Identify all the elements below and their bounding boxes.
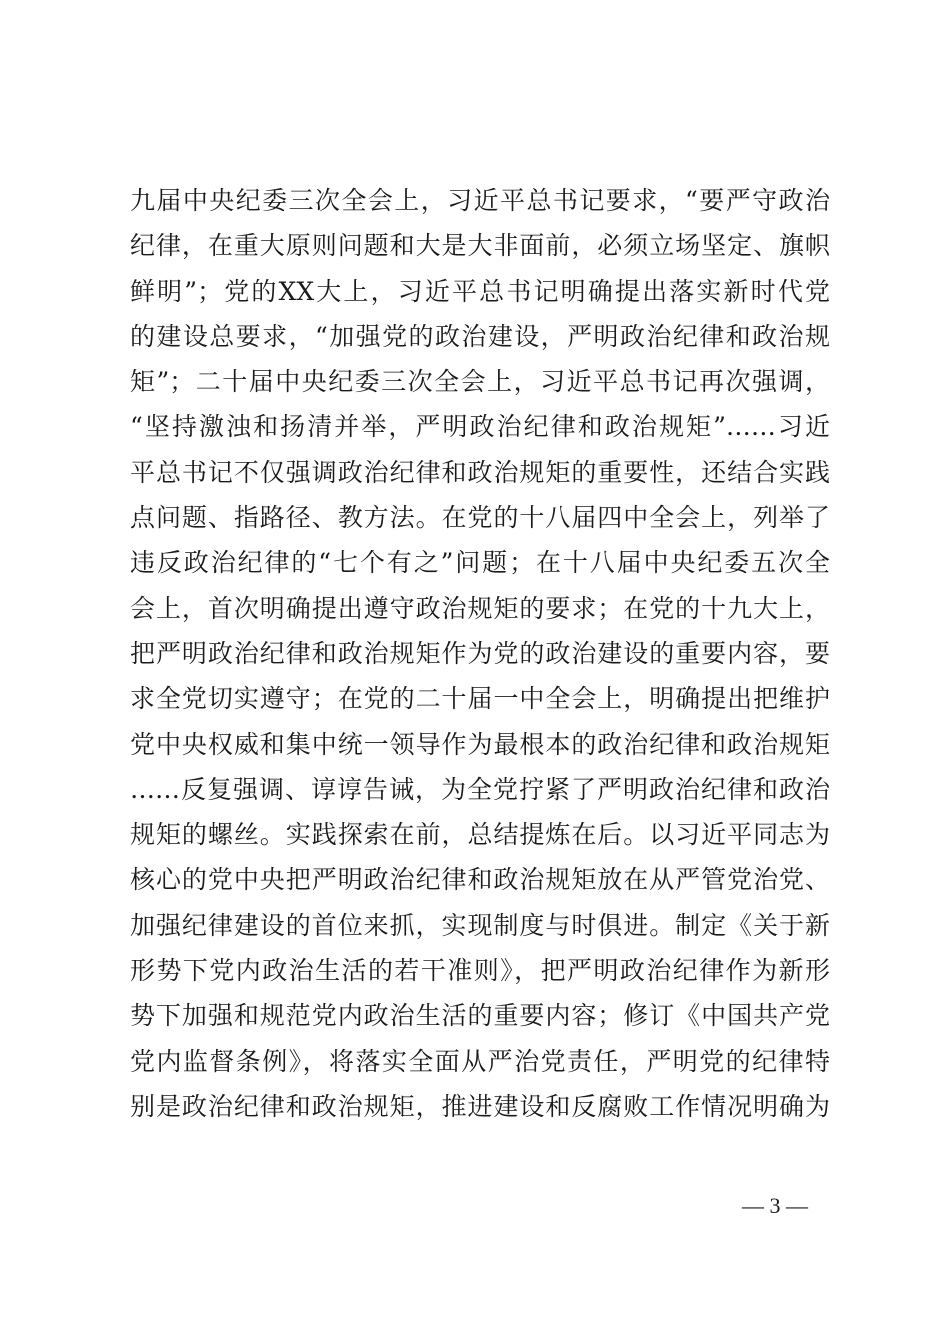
text-line: 九届中央纪委三次全会上，习近平总书记要求，“要严守政治 <box>130 186 830 215</box>
text-line: 形势下党内政治生活的若干准则》，把严明政治纪律作为新形 <box>130 956 830 986</box>
text-line: “坚持激浊和扬清并举，严明政治纪律和政治规矩”……习近 <box>130 412 830 442</box>
text-line: 的建设总要求，“加强党的政治建设，严明政治纪律和政治规 <box>130 321 830 351</box>
text-line: 会上，首次明确提出遵守政治规矩的要求；在党的十九大上， <box>130 593 830 623</box>
text-line: 求全党切实遵守；在党的二十届一中全会上，明确提出把维护 <box>130 684 830 714</box>
body-text <box>130 178 830 1129</box>
text-line: 违反政治纪律的“七个有之”问题；在十八届中央纪委五次全 <box>130 548 830 578</box>
text-line: 把严明政治纪律和政治规矩作为党的政治建设的重要内容，要 <box>130 638 830 668</box>
text-line: ……反复强调、谆谆告诫，为全党拧紧了严明政治纪律和政治 <box>130 774 830 804</box>
text-line: 党内监督条例》，将落实全面从严治党责任，严明党的纪律特 <box>130 1046 830 1076</box>
text-line: 别是政治纪律和政治规矩，推进建设和反腐败工作情况明确为 <box>130 1091 830 1121</box>
text-line: 核心的党中央把严明政治纪律和政治规矩放在从严管党治党、 <box>130 865 830 895</box>
text-line: 矩”；二十届中央纪委三次全会上，习近平总书记再次强调， <box>130 367 830 397</box>
text-line: 规矩的螺丝。实践探索在前，总结提炼在后。以习近平同志为 <box>130 820 830 850</box>
text-line: 点问题、指路径、教方法。在党的十八届四中全会上，列举了 <box>130 503 830 533</box>
text-line: 平总书记不仅强调政治纪律和政治规矩的重要性，还结合实践 <box>130 457 830 487</box>
text-line: 鲜明”；党的XX大上，习近平总书记明确提出落实新时代党 <box>130 276 830 306</box>
page-number: — 3 — <box>742 1193 808 1218</box>
text-line: 加强纪律建设的首位来抓，实现制度与时俱进。制定《关于新 <box>130 910 830 940</box>
text-line: 党中央权威和集中统一领导作为最根本的政治纪律和政治规矩 <box>130 729 830 759</box>
text-line: 纪律，在重大原则问题和大是大非面前，必须立场坚定、旗帜 <box>130 231 830 261</box>
text-line: 势下加强和规范党内政治生活的重要内容；修订《中国共产党 <box>130 1001 830 1031</box>
